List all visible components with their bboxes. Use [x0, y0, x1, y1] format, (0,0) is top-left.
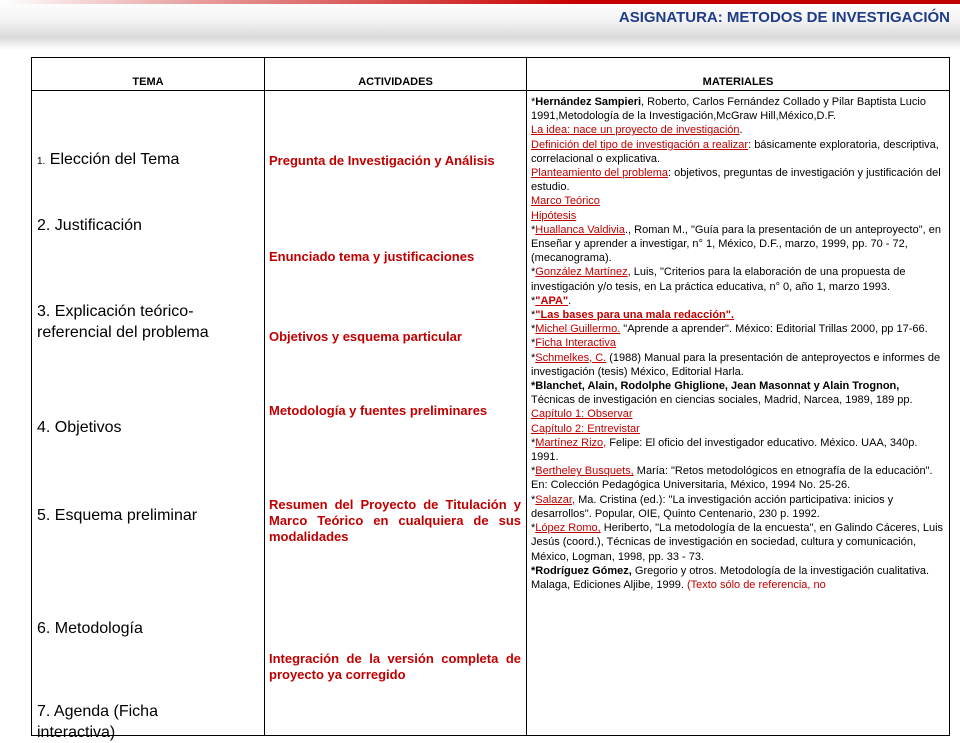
reference-text: .: [739, 124, 743, 137]
column-header-materiales: MATERIALES: [527, 58, 950, 91]
bullet-star: *: [531, 266, 536, 279]
topic-5: 5. Esquema preliminar: [37, 507, 198, 524]
link-planteamiento[interactable]: Planteamiento del problema: [531, 167, 668, 180]
link-salazar[interactable]: Salazar,: [535, 493, 576, 506]
topic-1-number: 1.: [37, 156, 46, 167]
topic-3: 3. Explicación teórico-referencial del problema: [37, 303, 209, 341]
reference-text: , Luis, "Criterios para la elaboración de una propuesta de investigación y/o tesis, en La práctica educativa, n° 0, año 1, marzo 1993.: [531, 266, 906, 293]
reference-text: : básicamente exploratoria, descriptiva, correlacional o explicativa.: [531, 138, 939, 165]
link-apa[interactable]: "APA": [535, 294, 569, 307]
link-definicion-tipo[interactable]: Definición del tipo de investigación a realizar: [531, 138, 749, 151]
curriculum-table: [31, 57, 950, 741]
reference-note: (Texto sólo de referencia, no: [683, 578, 826, 591]
bullet-star: *: [531, 309, 536, 322]
bullet-star: *: [531, 436, 536, 449]
bullet-star: *: [531, 223, 536, 236]
reference-item: [531, 464, 945, 492]
reference-item: [531, 95, 945, 123]
link-ficha-interactiva[interactable]: Ficha Interactiva: [535, 337, 616, 350]
bullet-star: *: [531, 351, 536, 364]
reference-item: [531, 493, 945, 521]
reference-item: [531, 336, 945, 350]
link-lopez-romo[interactable]: López Romo,: [535, 522, 601, 535]
reference-item: [531, 422, 945, 436]
reference-text: : objetivos, preguntas de investigación y justificación del estudio.: [531, 167, 941, 194]
reference-author: *Rodríguez Gómez,: [531, 564, 632, 577]
reference-item: [531, 322, 945, 336]
reference-text: Técnicas de investigación en ciencias sociales, Madrid, Narcea, 1989, 189 pp.: [531, 394, 913, 407]
reference-item: [531, 436, 945, 464]
bullet-star: *: [531, 465, 536, 478]
link-la-idea[interactable]: La idea: nace un proyecto de investigación: [531, 124, 740, 137]
link-hipotesis[interactable]: Hipótesis: [531, 209, 577, 222]
column-header-tema: TEMA: [32, 58, 265, 91]
bullet-star: *: [531, 96, 536, 108]
activities-cell: [265, 91, 527, 736]
page-title: ASIGNATURA: METODOS DE INVESTIGACIÓN: [618, 9, 950, 26]
reference-item: [531, 308, 945, 322]
reference-item: [531, 407, 945, 421]
activity-5: Resumen del Proyecto de Titulación y Marco Teórico en cualquiera de sus modalidades: [269, 497, 521, 544]
topic-1-label: Elección del Tema: [49, 151, 180, 168]
link-huallanca[interactable]: Huallanca Valdivia: [535, 223, 625, 236]
link-capitulo-2[interactable]: Capítulo 2: Entrevistar: [531, 422, 640, 435]
reference-item: [531, 138, 945, 166]
reference-text: "Aprende a aprender". México: Editorial Trillas 2000, pp 17-66.: [620, 323, 928, 336]
topic-4: 4. Objetivos: [37, 419, 122, 436]
reference-item: [531, 294, 945, 308]
topics-cell: [32, 91, 265, 741]
reference-item: [531, 209, 945, 223]
bullet-star: *: [531, 294, 536, 307]
reference-item: [531, 351, 945, 379]
reference-text: Felipe: El oficio del investigador educativo. México. UAA, 340p. 1991.: [531, 436, 918, 464]
link-martinez-rizo[interactable]: Martínez Rizo,: [535, 436, 607, 449]
reference-item: [531, 194, 945, 208]
bullet-star: *: [531, 522, 536, 535]
reference-text: ., Roman M., "Guía para la presentación de un anteproyecto", en Enseñar y aprender a investigar, n° 1, México, D.F., marzo, 1999, pp. 70 - 72, (mecanograma).: [531, 223, 941, 265]
reference-item: [531, 265, 945, 293]
reference-text: Gregorio y otros. Metodología de la investigación cualitativa. Malaga, Ediciones Aljibe, 1999.: [531, 564, 930, 591]
reference-text: Heriberto, "La metodología de la encuesta", en Galindo Cáceres, Luis Jesús (coord.), Técnicas de investigación en sociedad, cultura y comunicación, México, Logman, 1998, pp. 33 - 73.: [531, 522, 944, 563]
reference-item: [531, 521, 945, 564]
activity-2: Enunciado tema y justificaciones: [269, 249, 475, 264]
reference-item: [531, 166, 945, 194]
link-marco-teorico[interactable]: Marco Teórico: [531, 195, 600, 208]
reference-author: Hernández Sampieri: [535, 96, 642, 108]
reference-text: (1988) Manual para la presentación de anteproyectos e informes de investigación (tesis) México, Editorial Harla.: [531, 351, 941, 378]
bullet-star: *: [531, 323, 536, 336]
reference-item: [531, 379, 945, 407]
bullet-star: *: [531, 337, 536, 350]
column-header-actividades: ACTIVIDADES: [265, 58, 527, 91]
reference-text: .: [568, 294, 572, 307]
header-accent-line: [0, 0, 960, 4]
topic-1: [37, 149, 179, 172]
activity-6: Integración de la versión completa de proyecto ya corregido: [269, 651, 521, 682]
reference-text: María: "Retos metodológicos en etnografía de la educación". En: Colección Pedagógica Universitaria, México, 1994 No. 25-26.: [531, 465, 933, 492]
bullet-star: *: [531, 493, 536, 506]
link-gonzalez[interactable]: González Martínez: [535, 266, 628, 279]
topic-7: 7. Agenda (Ficha interactiva): [37, 703, 158, 741]
reference-item: [531, 223, 945, 266]
header-shadow: [0, 36, 960, 50]
materials-cell: [527, 91, 950, 736]
activity-4: Metodología y fuentes preliminares: [269, 403, 488, 418]
topic-2: 2. Justificación: [37, 217, 142, 234]
reference-text: , Roberto, Carlos Fernández Collado y Pilar Baptista Lucio 1991,Metodología de la Investigación,McGraw Hill,México,D.F.: [531, 96, 926, 123]
link-schmelkes[interactable]: Schmelkes, C.: [535, 351, 607, 364]
topic-6: 6. Metodología: [37, 620, 143, 637]
link-michel[interactable]: Michel Guillermo.: [535, 323, 621, 336]
table-header-row: [32, 58, 950, 91]
activity-3: Objetivos y esquema particular: [269, 329, 462, 344]
reference-author: *Blanchet, Alain, Rodolphe Ghiglione, Jean Masonnat y Alain Trognon,: [531, 380, 900, 393]
reference-item: [531, 123, 945, 137]
link-bertheley[interactable]: Bertheley Busquets,: [535, 465, 634, 478]
link-bases-redaccion[interactable]: "Las bases para una mala redacción".: [535, 309, 735, 322]
table-row: [32, 91, 950, 736]
link-capitulo-1[interactable]: Capítulo 1: Observar: [531, 408, 633, 421]
reference-item: [531, 564, 945, 592]
header-bar: [0, 0, 960, 36]
activity-1: Pregunta de Investigación y Análisis: [269, 153, 495, 168]
reference-text: Ma. Cristina (ed.): "La investigación acción participativa: inicios y desarrollos". Popular, OIE, Quinto Centenario, 230 p. 1992.: [531, 493, 894, 520]
